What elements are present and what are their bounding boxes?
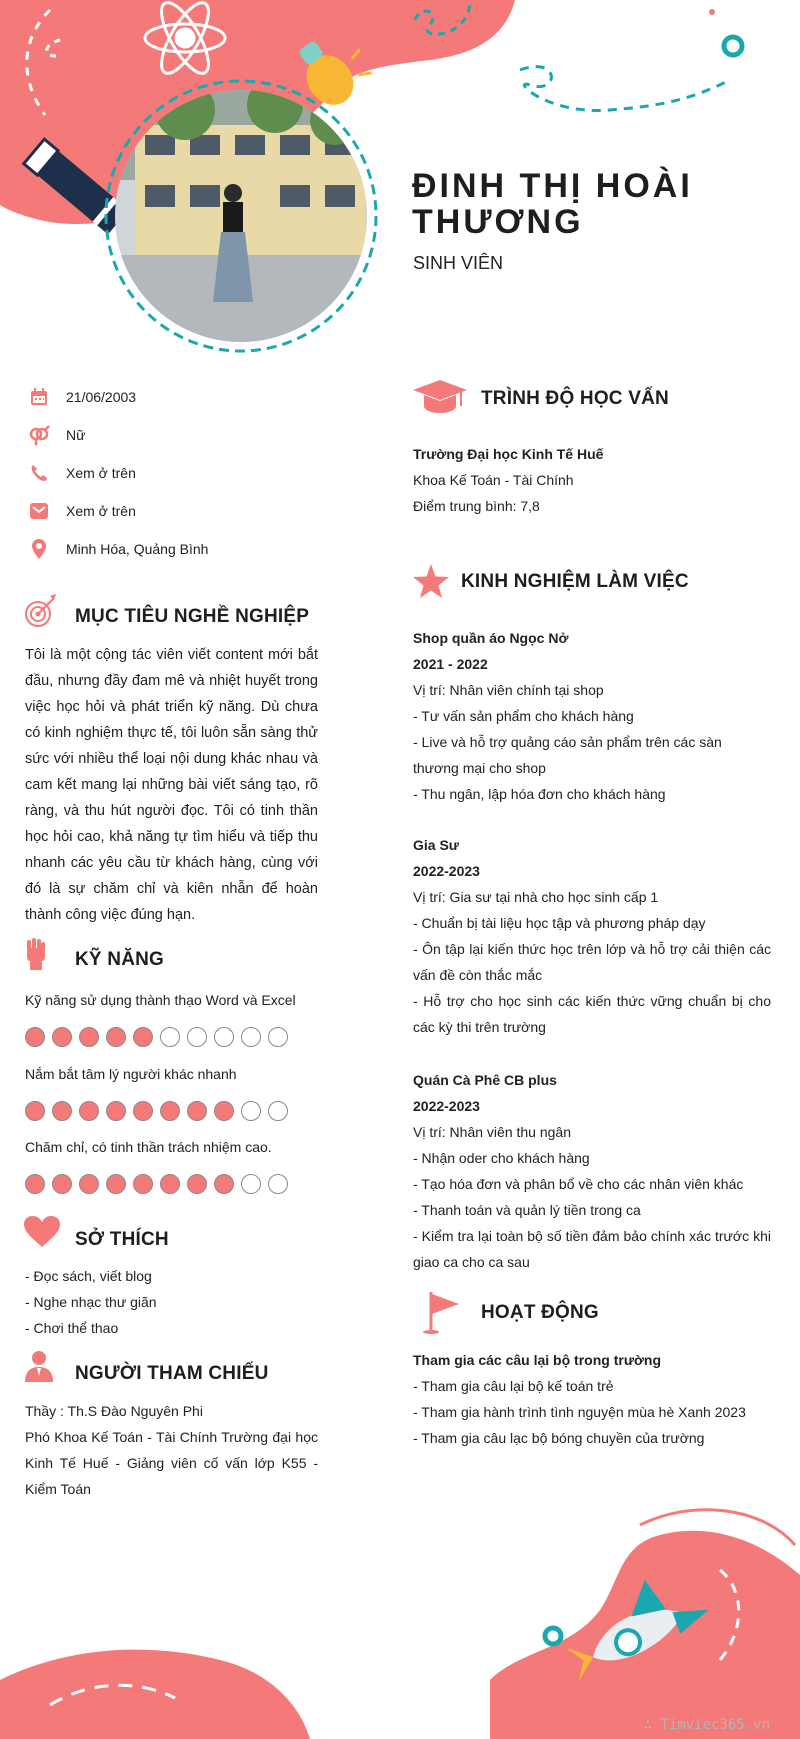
avatar-photo xyxy=(115,90,367,342)
rating-dot-empty xyxy=(160,1027,180,1047)
rating-dot-empty xyxy=(241,1174,261,1194)
reference-name: Thầy : Th.S Đào Nguyên Phi xyxy=(25,1403,203,1419)
flag-icon xyxy=(421,1290,461,1339)
education-gpa: Điểm trung bình: 7,8 xyxy=(413,498,540,514)
rating-dot-empty xyxy=(214,1027,234,1047)
objective-text: Tôi là một cộng tác viên viết content mới bắt đầu, nhưng đầy đam mê và nhiệt huyết trong việc học hỏi và phát triển kỹ năng. Dù chưa có kinh nghiệm thực tế, tôi luôn sẵn sàng thử sức với nhiều thể loại nội dung khác nhau và cam kết mang lại những bài viết sáng tạo, rõ ràng, và thu hút người đọc. Tôi có tinh thần học hỏi cao, khả năng tự tìm hiểu và tiếp thu nhanh các yêu cầu từ khách hàng, cùng với đó là sự chăm chỉ và kiên nhẫn để hoàn thành công việc đúng hạn. xyxy=(25,647,318,923)
education-block xyxy=(413,441,773,519)
rating-dot-filled xyxy=(79,1101,99,1121)
target-icon xyxy=(24,594,58,633)
skill-label: Kỹ năng sử dụng thành thạo Word và Excel xyxy=(25,992,296,1008)
pink-dot xyxy=(709,9,715,15)
teal-ring xyxy=(724,37,742,55)
job-line: - Tư vấn sản phẩm cho khách hàng xyxy=(413,708,634,724)
education-faculty: Khoa Kế Toán - Tài Chính xyxy=(413,472,574,488)
contact-email xyxy=(28,499,136,523)
hobby-item: - Nghe nhạc thư giãn xyxy=(25,1294,157,1310)
rating-dot-filled xyxy=(214,1174,234,1194)
job-line: - Ôn tập lại kiến thức học trên lớp và hỗ trợ cải thiện các vấn đề còn thắc mắc xyxy=(413,941,771,983)
activities-title: HOẠT ĐỘNG xyxy=(481,1302,599,1323)
rating-dot-filled xyxy=(133,1174,153,1194)
rating-dot-filled xyxy=(133,1027,153,1047)
teal-ring-bottom xyxy=(545,1628,561,1644)
job-line: Vị trí: Nhân viên chính tại shop xyxy=(413,682,604,698)
person-icon xyxy=(24,1350,54,1387)
job-entry xyxy=(413,832,771,1040)
hobby-item: - Đọc sách, viết blog xyxy=(25,1268,152,1284)
contact-text: Minh Hóa, Quảng Bình xyxy=(66,541,209,557)
teal-dashed-curve-2 xyxy=(520,67,730,111)
skill-label: Chăm chỉ, có tinh thần trách nhiệm cao. xyxy=(25,1139,272,1155)
skills-title: KỸ NĂNG xyxy=(75,949,165,970)
objective-title: MỤC TIÊU NGHỀ NGHIỆP xyxy=(75,606,310,627)
job-entry xyxy=(413,1067,771,1275)
rating-dot-filled xyxy=(106,1174,126,1194)
rating-dot-filled xyxy=(133,1101,153,1121)
heart-icon xyxy=(24,1216,60,1253)
rating-dot-filled xyxy=(25,1174,45,1194)
rating-dot-filled xyxy=(106,1101,126,1121)
job-line: - Hỗ trợ cho học sinh các kiến thức vững chuẩn bị cho các kỳ thi trên trường xyxy=(413,993,771,1035)
rating-dot-empty xyxy=(268,1174,288,1194)
activity-item: - Tham gia câu lại bộ kế toán trẻ xyxy=(413,1378,614,1394)
education-title: TRÌNH ĐỘ HỌC VẤN xyxy=(481,388,669,409)
job-line: Vị trí: Nhân viên thu ngân xyxy=(413,1124,571,1140)
experience-title: KINH NGHIỆM LÀM VIỆC xyxy=(461,571,689,592)
rating-dot-filled xyxy=(160,1101,180,1121)
photo-illustration xyxy=(115,90,367,342)
job-period: 2022-2023 xyxy=(413,863,480,879)
candidate-name: ĐINH THỊ HOÀI THƯƠNG xyxy=(412,167,693,241)
hobby-item: - Chơi thể thao xyxy=(25,1320,119,1336)
job-line: - Nhận oder cho khách hàng xyxy=(413,1150,590,1166)
hobbies-list xyxy=(25,1263,157,1341)
rating-dot-filled xyxy=(160,1174,180,1194)
rating-dot-filled xyxy=(25,1027,45,1047)
rating-dot-empty xyxy=(241,1027,261,1047)
activities-block xyxy=(413,1347,771,1451)
job-company: Shop quần áo Ngọc Nở xyxy=(413,630,569,646)
contact-text: Xem ở trên xyxy=(66,465,136,481)
rating-dot-filled xyxy=(79,1174,99,1194)
reference-title: NGƯỜI THAM CHIẾU xyxy=(75,1363,269,1384)
rating-dot-filled xyxy=(106,1027,126,1047)
location-icon xyxy=(28,538,50,560)
education-school: Trường Đại học Kinh Tế Huế xyxy=(413,446,604,462)
contact-phone xyxy=(28,461,136,485)
reference-detail: Phó Khoa Kế Toán - Tài Chính Trường đại học Kinh Tế Huế - Giảng viên cố vấn lớp K55 - Kiểm Toán xyxy=(25,1429,318,1497)
calendar-icon xyxy=(28,386,50,408)
bottom-left-blob xyxy=(0,1650,310,1739)
contact-birthdate xyxy=(28,385,136,409)
contact-location xyxy=(28,537,208,561)
job-line: - Thanh toán và quản lý tiền trong ca xyxy=(413,1202,641,1218)
activity-item: - Tham gia hành trình tình nguyện mùa hè Xanh 2023 xyxy=(413,1404,746,1420)
star-icon xyxy=(413,564,449,603)
rating-dot-filled xyxy=(79,1027,99,1047)
rating-dot-empty xyxy=(268,1027,288,1047)
graduation-cap-icon xyxy=(413,380,467,419)
rating-dot-filled xyxy=(52,1027,72,1047)
contact-text: 21/06/2003 xyxy=(66,389,137,405)
rating-dot-filled xyxy=(25,1101,45,1121)
contact-text: Nữ xyxy=(66,427,86,443)
rating-dot-empty xyxy=(187,1027,207,1047)
reference-block xyxy=(25,1398,318,1502)
rating-dot-filled xyxy=(214,1101,234,1121)
job-line: - Tạo hóa đơn và phân bổ về cho các nhân viên khác xyxy=(413,1176,744,1192)
activities-heading: Tham gia các câu lại bộ trong trường xyxy=(413,1352,662,1368)
job-period: 2021 - 2022 xyxy=(413,656,488,672)
job-entry xyxy=(413,625,771,807)
rating-dot-filled xyxy=(52,1174,72,1194)
skill-rating xyxy=(25,1101,288,1121)
skill-rating xyxy=(25,1027,288,1047)
raised-fist-icon xyxy=(24,938,48,975)
job-period: 2022-2023 xyxy=(413,1098,480,1114)
phone-icon xyxy=(28,462,50,484)
activity-item: - Tham gia câu lạc bộ bóng chuyền của trường xyxy=(413,1430,705,1446)
contact-text: Xem ở trên xyxy=(66,503,136,519)
rating-dot-filled xyxy=(187,1174,207,1194)
skill-label: Nắm bắt tâm lý người khác nhanh xyxy=(25,1066,237,1082)
hobbies-title: SỞ THÍCH xyxy=(75,1229,169,1250)
job-line: - Kiểm tra lại toàn bộ số tiền đảm bảo chính xác trước khi giao ca cho ca sau xyxy=(413,1228,771,1270)
job-line: - Chuẩn bị tài liệu học tập và phương pháp dạy xyxy=(413,915,706,931)
candidate-role: SINH VIÊN xyxy=(413,253,504,273)
skill-rating xyxy=(25,1174,288,1194)
rating-dot-filled xyxy=(187,1101,207,1121)
job-line: Vị trí: Gia sư tại nhà cho học sinh cấp 1 xyxy=(413,889,659,905)
job-company: Gia Sư xyxy=(413,837,459,853)
rating-dot-filled xyxy=(52,1101,72,1121)
rating-dot-empty xyxy=(241,1101,261,1121)
watermark: ∴ Timviec365.vn xyxy=(643,1717,770,1733)
job-company: Quán Cà Phê CB plus xyxy=(413,1072,557,1088)
gender-icon xyxy=(28,424,50,446)
rating-dot-empty xyxy=(268,1101,288,1121)
contact-gender xyxy=(28,423,85,447)
job-line: - Thu ngân, lập hóa đơn cho khách hàng xyxy=(413,786,666,802)
job-line: - Live và hỗ trợ quảng cáo sản phẩm trên các sàn thương mại cho shop xyxy=(413,734,722,776)
email-icon xyxy=(28,500,50,522)
